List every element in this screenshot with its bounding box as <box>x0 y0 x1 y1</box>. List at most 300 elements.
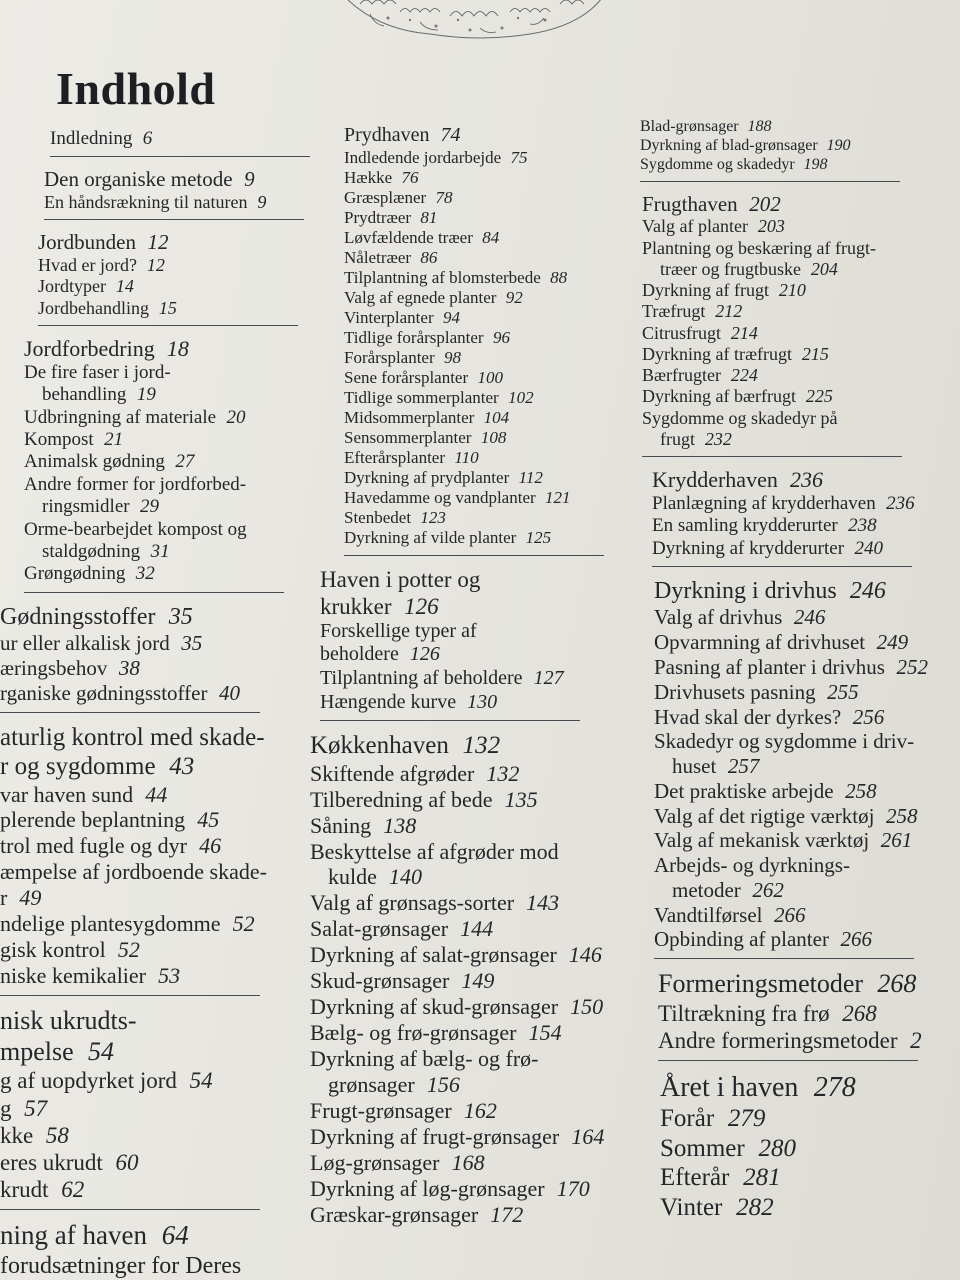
toc-entry-title: eres ukrudt <box>0 1149 103 1175</box>
toc-page-number: 143 <box>526 890 560 916</box>
toc-entry <box>24 384 320 406</box>
toc-entry <box>344 428 633 448</box>
toc-page-number: 138 <box>383 812 417 838</box>
toc-entry-title: Køkkenhaven <box>310 732 449 760</box>
toc-page-number: 86 <box>420 247 438 267</box>
toc-section <box>654 577 960 952</box>
toc-page-number: 102 <box>508 388 534 408</box>
toc-entry <box>642 408 960 429</box>
toc-page-number: 154 <box>528 1020 562 1046</box>
toc-entry-title: Skud-grønsager <box>310 968 450 994</box>
toc-entry <box>344 288 633 308</box>
toc-entry-title: Udbringning af materiale <box>24 406 217 428</box>
toc-entry <box>24 563 320 585</box>
toc-entry-title: Midsommerplanter <box>344 408 475 428</box>
toc-chapter-heading <box>0 1220 320 1252</box>
toc-page-number: 45 <box>197 807 220 833</box>
toc-entry <box>660 1134 960 1164</box>
toc-entry <box>320 667 633 691</box>
section-divider <box>654 958 914 959</box>
toc-page-number: 76 <box>401 167 419 187</box>
toc-chapter-heading <box>24 336 320 362</box>
toc-entry <box>310 942 633 968</box>
toc-entry-title: Dyrkning af krydderurter <box>652 537 845 559</box>
toc-entry-title: Plantning og beskæring af frugt- <box>642 237 876 258</box>
toc-page-number: 15 <box>158 297 177 318</box>
toc-chapter-heading <box>320 566 633 593</box>
toc-page-number: 44 <box>145 781 168 807</box>
toc-entry-title: træer og frugtbuske <box>660 258 801 279</box>
toc-section <box>0 603 320 706</box>
toc-entry <box>654 878 960 903</box>
toc-entry <box>654 927 960 952</box>
toc-entry <box>642 280 960 301</box>
toc-section <box>0 1220 320 1280</box>
toc-entry-title: Frugt-grønsager <box>310 1098 452 1124</box>
toc-entry-title: Arbejds- og dyrknings- <box>654 853 850 878</box>
toc-entry <box>640 137 960 156</box>
toc-section <box>320 566 633 715</box>
toc-entry <box>344 168 633 188</box>
toc-entry-title: Dyrkning af blad-grønsager <box>640 136 818 154</box>
toc-entry <box>310 890 633 916</box>
toc-page-number: 2 <box>910 1027 922 1053</box>
toc-page-number: 54 <box>189 1068 213 1094</box>
toc-entry-title: staldgødning <box>42 541 141 563</box>
toc-section <box>344 124 633 549</box>
toc-entry-title: En samling krydderurter <box>652 515 838 537</box>
toc-entry-title: Sensommerplanter <box>344 428 472 448</box>
toc-entry <box>642 344 960 365</box>
toc-entry <box>344 308 633 328</box>
toc-page-number: 98 <box>443 348 461 368</box>
toc-entry-title: Andre formeringsmetoder <box>658 1027 898 1053</box>
toc-entry-title: Havedamme og vandplanter <box>344 488 536 508</box>
toc-page-number: 236 <box>789 466 823 492</box>
toc-entry-title: Valg af egnede planter <box>344 287 497 307</box>
toc-entry <box>660 1104 960 1134</box>
toc-entry-title: Vinter <box>660 1193 723 1221</box>
toc-entry-title: rganiske gødningsstoffer <box>0 680 208 705</box>
toc-entry-title: Forskellige typer af <box>320 619 477 642</box>
toc-entry <box>344 228 633 248</box>
toc-entry-title: Bærfrugter <box>642 365 721 386</box>
toc-entry-title: krukker <box>320 593 392 619</box>
toc-entry-title: krudt <box>0 1176 49 1202</box>
toc-entry-title: mpelse <box>0 1036 74 1066</box>
page-title: Indhold <box>56 63 216 114</box>
toc-entry-title: nisk ukrudts- <box>0 1006 137 1036</box>
toc-entry-title: Hængende kurve <box>320 690 457 713</box>
toc-column-1 <box>0 128 320 1280</box>
toc-entry-title: Dyrkning af løg-grønsager <box>310 1175 545 1201</box>
toc-page-number: 12 <box>146 255 165 276</box>
toc-entry-title: Drivhusets pasning <box>654 679 816 704</box>
toc-entry <box>654 729 960 754</box>
toc-entry <box>320 620 633 644</box>
toc-chapter-heading <box>344 124 633 148</box>
toc-entry-title: Opvarmning af drivhuset <box>654 630 866 655</box>
toc-page-number: 53 <box>158 963 181 989</box>
toc-entry-title: Dyrkning af vilde planter <box>344 528 517 548</box>
toc-entry-title: Gødningsstoffer <box>0 603 156 630</box>
toc-entry <box>344 348 633 368</box>
toc-entry-title: Dyrkning af træfrugt <box>642 343 792 364</box>
toc-page-number: 38 <box>118 655 140 680</box>
toc-entry-title: Frugthaven <box>642 191 738 216</box>
toc-page-number: 246 <box>793 605 826 630</box>
toc-page-number: 35 <box>181 631 203 656</box>
toc-page-number: 104 <box>483 408 510 428</box>
toc-section <box>0 723 320 990</box>
toc-column-2 <box>288 124 633 1228</box>
toc-page-number: 150 <box>570 994 604 1020</box>
toc-entry-title: ur eller alkalisk jord <box>0 631 170 656</box>
toc-page-number: 43 <box>169 753 195 780</box>
toc-entry <box>24 429 320 451</box>
toc-page-number: 94 <box>442 307 460 327</box>
toc-entry <box>654 828 960 853</box>
toc-entry <box>654 903 960 928</box>
toc-page-number: 215 <box>801 343 829 364</box>
toc-chapter-heading <box>654 577 960 605</box>
toc-page-number: 12 <box>147 230 169 255</box>
toc-page-number: 232 <box>704 428 732 449</box>
toc-chapter-heading <box>0 723 320 753</box>
toc-page-number: 20 <box>226 406 246 428</box>
toc-page-number: 81 <box>420 207 438 227</box>
toc-entry-title: Sommer <box>660 1134 745 1162</box>
toc-entry <box>0 833 320 859</box>
toc-page-number: 62 <box>61 1176 85 1202</box>
toc-entry-title: Sene forårsplanter <box>344 368 469 388</box>
toc-entry-title: æringsbehov <box>0 655 108 680</box>
toc-page-number: 255 <box>827 679 859 704</box>
toc-entry <box>0 1176 320 1203</box>
toc-entry-title: Formeringsmetoder <box>658 969 864 999</box>
toc-entry-title: Opbinding af planter <box>654 927 829 952</box>
toc-page-number: 170 <box>556 1175 590 1201</box>
toc-entry <box>344 148 633 168</box>
toc-page-number: 258 <box>886 803 918 828</box>
toc-entry-title: Græsplæner <box>344 187 427 207</box>
toc-entry <box>0 681 320 706</box>
toc-entry-title: forudsætninger for Deres <box>0 1252 242 1279</box>
toc-entry-title: Jordforbedring <box>24 335 155 361</box>
toc-entry-title: Løvfældende træer <box>344 227 473 247</box>
toc-entry <box>310 1020 633 1046</box>
toc-page-number: 14 <box>115 276 134 297</box>
toc-entry <box>642 365 960 386</box>
toc-page-number: 198 <box>803 155 828 173</box>
toc-chapter-heading <box>0 752 320 782</box>
toc-entry-title: Tidlige sommerplanter <box>344 388 499 408</box>
toc-entry-title: Vandtilførsel <box>654 902 763 927</box>
toc-entry-title: Planlægning af krydderhaven <box>652 492 876 514</box>
toc-entry <box>642 323 960 344</box>
toc-entry <box>654 680 960 705</box>
toc-entry <box>310 864 633 890</box>
toc-entry-title: Grøngødning <box>24 563 126 585</box>
toc-entry-title: beholdere <box>320 643 399 666</box>
toc-page-number: 212 <box>715 301 743 322</box>
toc-entry <box>344 468 633 488</box>
toc-page-number: 268 <box>877 969 917 999</box>
toc-entry <box>344 528 633 548</box>
toc-entry-title: Jordtyper <box>38 276 106 297</box>
toc-section <box>310 731 633 1228</box>
toc-entry <box>0 1252 320 1280</box>
section-divider <box>658 1060 918 1061</box>
toc-section <box>658 969 960 1054</box>
toc-entry-title: Jordbunden <box>38 230 136 255</box>
toc-chapter-heading <box>0 1037 320 1068</box>
toc-section <box>0 1006 320 1203</box>
toc-entry-title: Tidlige forårsplanter <box>344 328 484 348</box>
toc-entry-title: Året i haven <box>660 1072 799 1104</box>
toc-entry <box>344 328 633 348</box>
toc-entry <box>44 192 320 213</box>
toc-entry-title: Andre former for jordforbed- <box>24 473 247 495</box>
section-divider <box>652 566 912 567</box>
toc-chapter-heading <box>642 192 960 217</box>
toc-page-number: 282 <box>736 1193 774 1221</box>
toc-entry <box>320 643 633 667</box>
toc-entry <box>310 1202 633 1228</box>
toc-entry-title: Indledning <box>50 128 133 149</box>
toc-entry-title: Såning <box>310 812 372 838</box>
toc-entry-title: Dyrkning af frugt-grønsager <box>310 1124 560 1149</box>
toc-page-number: 126 <box>404 593 439 619</box>
toc-entry <box>24 474 320 496</box>
toc-entry <box>320 691 633 715</box>
toc-page-number: 246 <box>849 578 886 605</box>
toc-page-number: 110 <box>454 448 479 468</box>
toc-entry-title: g <box>0 1095 12 1121</box>
toc-entry-title: ning af haven <box>0 1220 147 1251</box>
toc-entry <box>642 301 960 322</box>
toc-entry <box>38 298 320 319</box>
toc-entry-title: Krydderhaven <box>652 466 778 492</box>
toc-page-number: 188 <box>747 118 772 135</box>
toc-entry-title: Hvad skal der dyrkes? <box>654 704 842 729</box>
toc-page-number: 123 <box>420 508 446 528</box>
toc-page-number: 6 <box>142 128 153 149</box>
toc-page-number: 112 <box>518 468 543 488</box>
toc-entry <box>38 276 320 297</box>
toc-entry <box>0 937 320 963</box>
toc-entry-title: aturlig kontrol med skade- <box>0 723 265 751</box>
toc-entry-title: En håndsrækning til naturen <box>44 192 248 213</box>
toc-entry <box>344 268 633 288</box>
toc-entry-title: Dyrkning af prydplanter <box>344 468 510 488</box>
toc-page-number: 127 <box>533 666 564 689</box>
toc-chapter-heading <box>310 731 633 761</box>
toc-entry <box>0 782 320 808</box>
toc-page-number: 204 <box>810 258 838 279</box>
toc-page-number: 18 <box>166 335 189 361</box>
toc-page-number: 278 <box>813 1072 856 1104</box>
toc-entry-title: Nåletræer <box>344 247 412 267</box>
toc-entry <box>310 1072 633 1098</box>
section-divider <box>0 1209 260 1210</box>
toc-page-number: 202 <box>749 191 781 216</box>
toc-entry-title: Tilplantning af blomsterbede <box>344 267 541 287</box>
toc-page-number: 32 <box>135 563 155 585</box>
toc-page-number: 140 <box>388 864 422 890</box>
toc-entry-title: Valg af planter <box>642 216 748 237</box>
toc-entry <box>344 388 633 408</box>
toc-entry <box>654 853 960 878</box>
toc-entry-title: plerende beplantning <box>0 807 186 833</box>
toc-section <box>50 128 320 150</box>
section-divider <box>0 712 260 713</box>
toc-entry <box>654 630 960 655</box>
section-divider <box>44 219 304 220</box>
section-divider <box>320 720 580 721</box>
toc-entry-title: Valg af mekanisk værktøj <box>654 828 870 853</box>
toc-entry <box>24 451 320 473</box>
toc-entry-title: trol med fugle og dyr <box>0 833 187 859</box>
toc-page-number: 135 <box>504 786 538 812</box>
toc-entry-title: Dyrkning af bælg- og frø- <box>310 1046 539 1072</box>
toc-page-number: 132 <box>486 760 520 786</box>
toc-entry <box>654 655 960 680</box>
toc-entry-title: Prydtræer <box>344 207 412 227</box>
toc-entry <box>310 1150 633 1176</box>
toc-entry-title: Dyrkning af frugt <box>642 280 769 301</box>
toc-entry <box>310 994 633 1020</box>
toc-page-number: 121 <box>545 488 571 508</box>
toc-entry-title: Bælg- og frø-grønsager <box>310 1020 517 1046</box>
toc-page-number: 279 <box>727 1105 766 1133</box>
toc-entry <box>642 429 960 450</box>
toc-entry <box>344 448 633 468</box>
toc-entry-title: r <box>0 885 8 911</box>
toc-chapter-heading <box>652 467 960 493</box>
toc-page-number: 35 <box>168 603 193 630</box>
toc-page-number: 40 <box>219 680 240 705</box>
toc-page-number: 162 <box>463 1098 497 1124</box>
toc-entry <box>38 255 320 276</box>
toc-entry <box>24 541 320 563</box>
toc-entry-title: Pasning af planter i drivhus <box>654 654 885 679</box>
toc-entry <box>344 488 633 508</box>
toc-section <box>642 192 960 450</box>
toc-entry-title: Efterårsplanter <box>344 448 445 468</box>
toc-entry <box>310 1176 633 1202</box>
toc-entry-title: metoder <box>672 877 741 902</box>
toc-entry-title: Det praktiske arbejde <box>654 778 834 803</box>
toc-entry-title: Træfrugt <box>642 301 706 322</box>
toc-page-number: 9 <box>257 192 267 213</box>
toc-entry <box>654 754 960 779</box>
toc-entry <box>310 1046 633 1072</box>
toc-page-number: 249 <box>876 630 909 655</box>
toc-entry-title: Beskyttelse af afgrøder mod <box>310 838 559 864</box>
toc-entry-title: Forår <box>660 1105 715 1133</box>
toc-entry <box>640 118 960 137</box>
toc-page-number: 240 <box>854 537 883 559</box>
toc-entry-title: Valg af det rigtige værktøj <box>654 803 875 828</box>
toc-entry <box>0 911 320 937</box>
toc-page-number: 280 <box>758 1134 796 1162</box>
toc-page-number: 75 <box>510 147 528 167</box>
toc-entry <box>24 496 320 518</box>
toc-entry-title: Prydhaven <box>344 124 430 146</box>
toc-page-number: 125 <box>525 528 552 548</box>
toc-page-number: 19 <box>136 384 156 406</box>
toc-entry-title: huset <box>672 754 717 779</box>
toc-entry <box>0 885 320 911</box>
toc-entry-title: ringsmidler <box>42 496 130 518</box>
section-divider <box>640 181 900 182</box>
toc-page-number: 144 <box>460 916 494 942</box>
toc-entry <box>344 408 633 428</box>
toc-page-number: 46 <box>199 833 222 859</box>
toc-chapter-heading <box>44 167 320 192</box>
toc-entry-title: Animalsk gødning <box>24 451 165 473</box>
toc-page-number: 58 <box>45 1122 69 1148</box>
toc-page-number: 146 <box>568 942 602 968</box>
toc-entry-title: gisk kontrol <box>0 937 106 963</box>
toc-page-number: 236 <box>886 492 915 514</box>
toc-chapter-heading <box>38 230 320 255</box>
toc-page-number: 88 <box>550 267 568 287</box>
toc-entry-title: niske kemikalier <box>0 963 147 989</box>
toc-entry-title: De fire faser i jord- <box>24 361 171 383</box>
toc-column-3 <box>640 118 960 1222</box>
toc-entry <box>0 1149 320 1176</box>
toc-entry-title: Stenbedet <box>344 508 412 528</box>
toc-section <box>38 230 320 318</box>
toc-entry <box>642 216 960 237</box>
toc-entry <box>654 605 960 630</box>
toc-page-number: 130 <box>467 690 498 713</box>
toc-page-number: 29 <box>140 496 160 518</box>
toc-section <box>44 167 320 213</box>
toc-entry <box>310 813 633 839</box>
toc-page-number: 256 <box>852 704 885 729</box>
toc-entry <box>24 519 320 541</box>
toc-entry-title: var haven sund <box>0 781 134 807</box>
toc-entry <box>310 1124 633 1150</box>
toc-entry-title: Blad-grønsager <box>640 118 739 135</box>
toc-entry-title: Dyrkning af skud-grønsager <box>310 994 559 1020</box>
toc-entry <box>642 386 960 407</box>
toc-page-number: 64 <box>161 1220 189 1251</box>
toc-page-number: 52 <box>117 937 140 963</box>
toc-entry <box>310 968 633 994</box>
toc-entry-title: Valg af grønsags-sorter <box>310 890 515 916</box>
toc-entry <box>658 1027 960 1054</box>
toc-page-number: 84 <box>482 227 500 247</box>
toc-entry <box>658 1000 960 1027</box>
toc-page-number: 57 <box>24 1095 48 1121</box>
toc-page-number: 190 <box>826 136 851 154</box>
toc-page-number: 27 <box>175 451 195 473</box>
toc-page-number: 96 <box>492 328 510 348</box>
toc-page-number: 126 <box>409 643 440 666</box>
toc-page-number: 266 <box>774 902 806 927</box>
toc-page-number: 258 <box>845 778 877 803</box>
toc-entry <box>642 238 960 259</box>
toc-entry-title: Den organiske metode <box>44 167 233 192</box>
toc-entry <box>0 963 320 989</box>
toc-entry <box>344 508 633 528</box>
toc-entry <box>0 1067 320 1094</box>
toc-entry <box>344 368 633 388</box>
